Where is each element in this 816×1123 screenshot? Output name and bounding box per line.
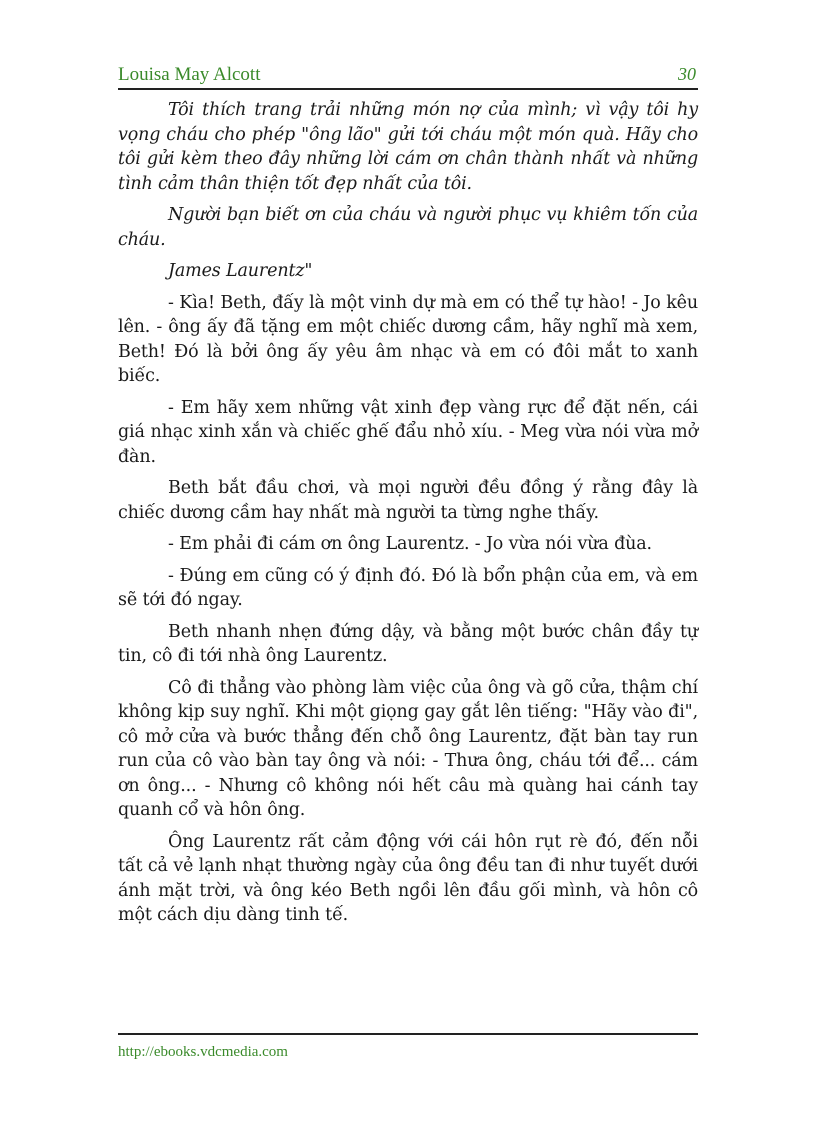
page-body	[118, 98, 698, 935]
paragraph-letter-signature: James Laurentz"	[168, 261, 313, 281]
paragraph-letter-body: Tôi thích trang trải những món nợ của mình; vì vậy tôi hy vọng cháu cho phép "ông lão" gửi tới cháu một món quà. Hãy cho tôi gửi kèm theo đây những lời cám ơn chân thành nhất và những tình cảm thân thiện tốt đẹp nhất của tôi.	[118, 100, 698, 194]
paragraph: - Em phải đi cám ơn ông Laurentz. - Jo vừa nói vừa đùa.	[168, 534, 652, 554]
paragraph: Beth nhanh nhẹn đứng dậy, và bằng một bước chân đầy tự tin, cô đi tới nhà ông Laurentz.	[118, 621, 698, 666]
footer-url-link[interactable]: http://ebooks.vdcmedia.com	[118, 1044, 288, 1060]
paragraph: Ông Laurentz rất cảm động với cái hôn rụt rè đó, đến nỗi tất cả vẻ lạnh nhạt thường ngày của ông đều tan đi như tuyết dưới ánh mặt trời, và ông kéo Beth ngồi lên đầu gối mình, và hôn cô một cách dịu dàng tinh tế.	[118, 831, 698, 925]
paragraph: Cô đi thẳng vào phòng làm việc của ông và gõ cửa, thậm chí không kịp suy nghĩ. Khi một giọng gay gắt lên tiếng: "Hãy vào đi", cô mở cửa và bước thẳng đến chỗ ông Laurentz, đặt bàn tay run run của cô vào bàn tay ông và nói: - Thưa ông, cháu tới để... cám ơn ông... - Nhưng cô không nói hết câu mà quàng hai cánh tay quanh cổ và hôn ông.	[118, 677, 698, 820]
paragraph: - Em hãy xem những vật xinh đẹp vàng rực để đặt nến, cái giá nhạc xinh xắn và chiếc ghế đẩu nhỏ xíu. - Meg vừa nói vừa mở đàn.	[118, 397, 698, 467]
paragraph: Beth bắt đầu chơi, và mọi người đều đồng ý rằng đây là chiếc dương cầm hay nhất mà người ta từng nghe thấy.	[118, 478, 698, 523]
paragraph: - Đúng em cũng có ý định đó. Đó là bổn phận của em, và em sẽ tới đó ngay.	[118, 565, 698, 610]
book-author-title: Louisa May Alcott	[118, 64, 261, 85]
paragraph-letter-closing: Người bạn biết ơn của cháu và người phục vụ khiêm tốn của cháu.	[118, 205, 698, 250]
page-number: 30	[678, 64, 696, 84]
paragraph: - Kìa! Beth, đấy là một vinh dự mà em có thể tự hào! - Jo kêu lên. - ông ấy đã tặng em một chiếc dương cầm, hãy nghĩ mà xem, Beth! Đó là bởi ông ấy yêu âm nhạc và em có đôi mắt to xanh biếc.	[118, 292, 698, 386]
page-header	[118, 62, 698, 90]
page-footer	[118, 1033, 698, 1060]
